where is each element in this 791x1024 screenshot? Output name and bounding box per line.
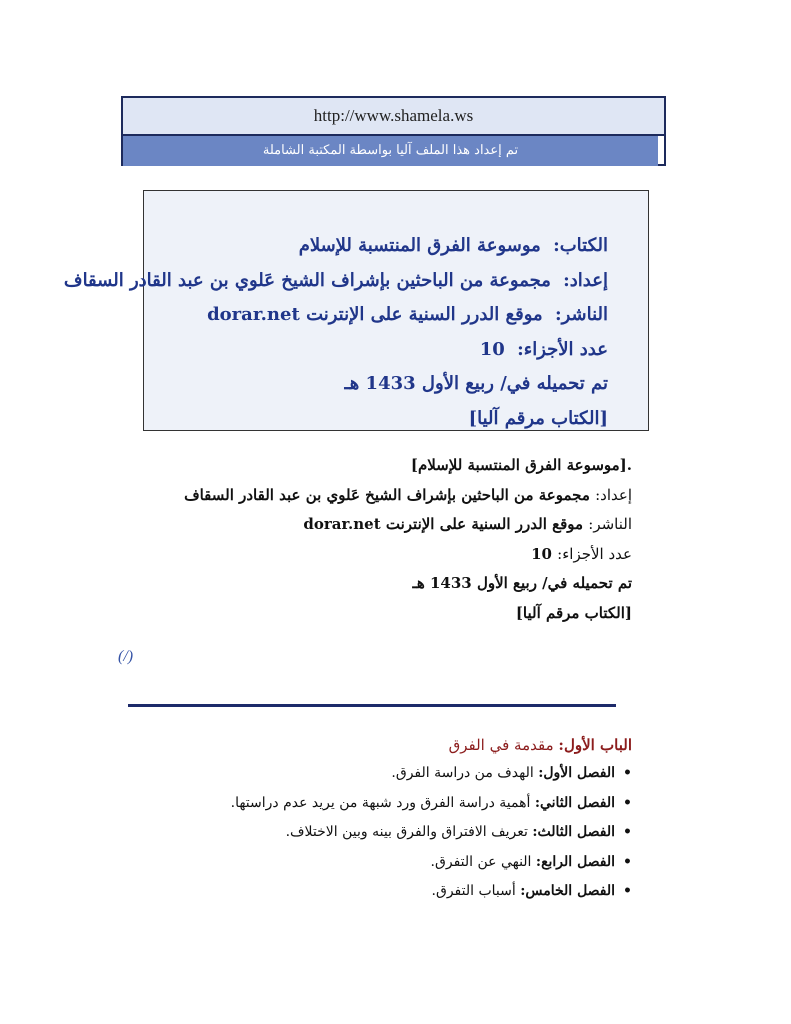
meta-preparer-label: إعداد: xyxy=(595,485,632,504)
banner-note: تم إعداد هذا الملف آليا بواسطة المكتبة الشاملة xyxy=(123,136,658,166)
preparer-value: مجموعة من الباحثين بإشراف الشيخ عَلوي بن عبد القادر السقاف xyxy=(63,269,551,291)
publisher-line xyxy=(154,298,608,333)
publisher-value: موقع الدرر السنية على الإنترنت dorar.net xyxy=(207,304,543,325)
section-item-1[interactable] xyxy=(230,759,632,789)
section-label: الفصل الخامس: xyxy=(520,883,616,899)
meta-volumes-line xyxy=(150,540,632,570)
meta-volumes-label: عدد الأجزاء: xyxy=(557,544,632,563)
website-url[interactable]: http://www.shamela.ws xyxy=(123,98,664,136)
chapter-label: الباب الأول: xyxy=(558,736,632,754)
book-info-box xyxy=(63,190,649,431)
section-item-3[interactable] xyxy=(230,818,632,848)
section-list xyxy=(230,759,632,907)
horizontal-divider xyxy=(128,704,616,707)
meta-title-line: .[موسوعة الفرق المنتسبة للإسلام] xyxy=(410,456,632,474)
chapter-name: مقدمة في الفرق xyxy=(448,736,554,754)
meta-numbered-note: [الكتاب مرقم آليا] xyxy=(515,603,632,622)
section-title: أسباب التفرق. xyxy=(431,883,516,899)
meta-download-line: تم تحميله في/ ربيع الأول 1433 هـ xyxy=(412,574,632,592)
section-title: أهمية دراسة الفرق ورد شبهة من يريد عدم دراستها. xyxy=(230,794,531,811)
section-title: النهي عن التفرق. xyxy=(430,853,532,870)
meta-volumes-value: 10 xyxy=(531,544,552,563)
section-label: الفصل الرابع: xyxy=(535,853,616,870)
section-title: تعريف الافتراق والفرق بينه وبين الاختلاف. xyxy=(285,824,528,840)
bullet-icon: • xyxy=(623,853,632,870)
bullet-icon: • xyxy=(623,794,632,811)
volumes-line xyxy=(154,333,608,368)
bullet-icon: • xyxy=(623,883,632,899)
meta-preparer-line xyxy=(150,481,632,511)
publisher-label: الناشر: xyxy=(554,304,608,325)
book-title-line xyxy=(154,229,608,264)
nav-link-mark[interactable]: (/) xyxy=(118,648,134,665)
chapter-title[interactable] xyxy=(230,731,632,759)
book-title: موسوعة الفرق المنتسبة للإسلام xyxy=(298,235,541,256)
meta-preparer-value: مجموعة من الباحثين بإشراف الشيخ عَلوي بن عبد القادر السقاف xyxy=(184,485,590,504)
meta-publisher-line xyxy=(150,510,632,540)
meta-publisher-label: الناشر: xyxy=(588,515,632,533)
volumes-value: 10 xyxy=(479,338,505,360)
section-item-4[interactable] xyxy=(230,848,632,878)
preparer-line xyxy=(63,264,608,299)
section-item-2[interactable] xyxy=(230,789,632,819)
section-label: الفصل الثالث: xyxy=(532,824,616,840)
download-date-line: تم تحميله في/ ربيع الأول 1433 هـ xyxy=(344,373,608,394)
section-item-5[interactable] xyxy=(230,877,632,907)
meta-publisher-value: موقع الدرر السنية على الإنترنت dorar.net xyxy=(303,515,584,533)
volumes-label: عدد الأجزاء: xyxy=(517,338,608,360)
shamela-banner xyxy=(121,96,666,166)
section-label: الفصل الأول: xyxy=(538,765,616,781)
bullet-icon: • xyxy=(623,824,632,840)
book-metadata xyxy=(150,451,632,628)
section-title: الهدف من دراسة الفرق. xyxy=(391,765,534,781)
section-label: الفصل الثاني: xyxy=(534,794,616,811)
chapter-section xyxy=(230,731,632,907)
preparer-label: إعداد: xyxy=(563,269,608,291)
bullet-icon: • xyxy=(623,765,632,781)
book-label: الكتاب: xyxy=(553,235,608,256)
numbered-note: [الكتاب مرقم آليا] xyxy=(468,407,608,429)
